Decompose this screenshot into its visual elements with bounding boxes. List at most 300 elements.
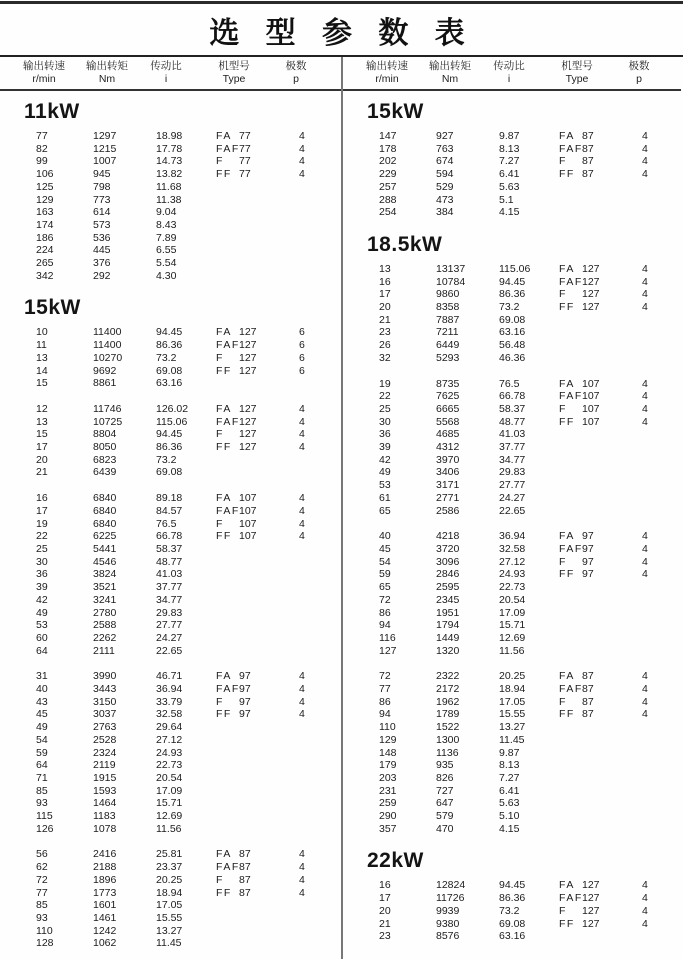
cell-type-prefix: [216, 785, 239, 798]
cell-type-prefix: F: [559, 695, 567, 708]
cell-type-prefix: [559, 747, 582, 760]
cell-speed: 42: [36, 593, 48, 606]
cell-type-size: [239, 581, 299, 594]
cell-torque: 3990: [93, 670, 117, 683]
cell-poles: [299, 257, 341, 270]
cell-ratio: 7.89: [156, 231, 177, 244]
header-type-unit: Type: [565, 73, 589, 85]
table-row: [0, 232, 341, 245]
cell-ratio: 11.45: [499, 733, 525, 746]
table-row: [343, 696, 681, 709]
cell-type-prefix: [216, 734, 239, 747]
cell-type-prefix: [559, 619, 582, 632]
table-row: [0, 454, 341, 467]
cell-type-prefix: [216, 747, 239, 760]
cell-torque: 1522: [436, 721, 460, 734]
cell-torque: 1464: [93, 797, 117, 810]
cell-type-size: 87: [582, 142, 594, 155]
cell-type-size: 87: [239, 861, 251, 874]
cell-type-prefix: [559, 454, 582, 467]
cell-torque: 7887: [436, 313, 460, 326]
cell-torque: 2111: [93, 644, 115, 657]
cell-type-size: [239, 721, 299, 734]
table-row: [0, 270, 341, 283]
cell-torque: 927: [436, 130, 454, 142]
cell-ratio: 73.2: [156, 453, 177, 466]
cell-speed: 13: [36, 351, 48, 364]
cell-torque: 2416: [93, 848, 117, 861]
cell-speed: 65: [379, 581, 391, 594]
cell-type-size: 107: [582, 415, 600, 428]
cell-speed: 93: [36, 797, 48, 810]
cell-poles: 4: [642, 892, 648, 905]
cell-torque: 2771: [436, 491, 460, 504]
header-ratio-name: 传动比: [150, 60, 182, 72]
cell-poles: [642, 492, 683, 505]
cell-type-size: 97: [239, 695, 251, 708]
cell-poles: 4: [642, 390, 648, 403]
section-heading-power: 22kW: [367, 849, 424, 873]
cell-speed: 174: [36, 218, 54, 231]
cell-type-prefix: [559, 466, 582, 479]
cell-poles: [642, 479, 683, 492]
table-row: [343, 645, 681, 658]
cell-type-size: 97: [582, 568, 594, 581]
cell-type-prefix: [216, 232, 239, 245]
cell-type-prefix: FA: [216, 492, 232, 505]
header-poles: [617, 60, 661, 86]
cell-type-size: [582, 632, 642, 645]
table-row: [0, 530, 341, 543]
cell-ratio: 17.78: [156, 142, 183, 155]
cell-torque: 1794: [436, 619, 460, 632]
table-row: [343, 581, 681, 594]
cell-speed: 17: [36, 441, 48, 454]
table-row: [0, 492, 341, 505]
cell-speed: 231: [379, 784, 397, 797]
cell-torque: 2172: [436, 683, 460, 696]
cell-poles: 4: [299, 530, 305, 543]
cell-poles: [299, 581, 341, 594]
cell-type-prefix: [559, 721, 582, 734]
cell-ratio: 25.81: [156, 848, 183, 861]
cell-poles: [642, 352, 683, 365]
cell-torque: 11400: [93, 339, 122, 352]
cell-ratio: 66.78: [156, 530, 183, 543]
cell-type-size: 107: [582, 402, 600, 415]
cell-ratio: 86.36: [499, 288, 526, 301]
cell-poles: [299, 772, 341, 785]
cell-poles: 4: [299, 415, 305, 428]
header-torque-unit: Nm: [441, 73, 459, 85]
table-row: [343, 918, 681, 931]
cell-type-size: [239, 270, 299, 283]
cell-type-size: [582, 454, 642, 467]
cell-poles: [642, 428, 683, 441]
table-row: [343, 930, 681, 943]
cell-type-prefix: [559, 206, 582, 219]
cell-poles: [299, 194, 341, 207]
cell-type-size: [239, 206, 299, 219]
header-torque-unit: Nm: [98, 73, 116, 85]
table-row: [0, 416, 341, 429]
data-block: [343, 130, 681, 219]
cell-type-size: [582, 810, 642, 823]
cell-ratio: 32.58: [156, 708, 183, 721]
cell-torque: 6840: [93, 517, 117, 530]
cell-type-prefix: FF: [559, 917, 575, 930]
cell-type-size: 97: [582, 530, 594, 543]
cell-type-size: 127: [582, 288, 600, 301]
cell-ratio: 6.55: [156, 244, 177, 257]
cell-poles: [642, 339, 683, 352]
cell-poles: [642, 823, 683, 836]
cell-type-size: 77: [239, 168, 251, 181]
cell-type-size: [239, 632, 299, 645]
cell-poles: [299, 594, 341, 607]
cell-torque: 2262: [93, 631, 117, 644]
cell-poles: 4: [299, 142, 305, 155]
header-speed-name: 输出转速: [23, 60, 65, 72]
table-row: [343, 670, 681, 683]
table-row: [343, 378, 681, 391]
cell-torque: 2528: [93, 733, 117, 746]
section-heading-power: 11kW: [24, 100, 80, 123]
cell-poles: 4: [642, 879, 648, 892]
cell-type-prefix: FAF: [216, 142, 240, 155]
cell-type-size: [582, 930, 642, 943]
cell-speed: 53: [379, 479, 391, 492]
cell-ratio: 115.06: [499, 262, 531, 275]
cell-speed: 290: [379, 810, 397, 823]
cell-poles: [642, 441, 683, 454]
table-row: [343, 772, 681, 785]
table-row: [0, 708, 341, 721]
cell-speed: 64: [36, 759, 48, 772]
cell-torque: 1078: [93, 822, 117, 835]
column-header-left: [0, 57, 341, 91]
cell-type-prefix: [559, 632, 582, 645]
cell-type-prefix: FAF: [559, 275, 583, 288]
header-type-unit: Type: [222, 73, 246, 85]
cell-type-size: [239, 797, 299, 810]
cell-type-prefix: FF: [559, 708, 575, 721]
cell-speed: 62: [36, 861, 48, 874]
cell-torque: 6840: [93, 504, 117, 517]
cell-type-size: [239, 556, 299, 569]
cell-speed: 128: [36, 937, 54, 950]
cell-type-prefix: [559, 823, 582, 836]
cell-poles: [299, 759, 341, 772]
cell-poles: 4: [299, 441, 305, 454]
cell-type-prefix: FAF: [216, 415, 240, 428]
cell-type-prefix: [216, 632, 239, 645]
cell-speed: 203: [379, 771, 397, 784]
cell-ratio: 17.09: [156, 784, 183, 797]
cell-type-prefix: [559, 339, 582, 352]
cell-ratio: 12.69: [499, 631, 526, 644]
cell-poles: 4: [299, 861, 305, 874]
data-block: [0, 848, 341, 950]
cell-torque: 763: [436, 142, 454, 155]
table-row: [343, 288, 681, 301]
cell-ratio: 4.15: [499, 822, 520, 835]
table-row: [343, 181, 681, 194]
cell-torque: 1593: [93, 784, 117, 797]
cell-type-size: [239, 619, 299, 632]
cell-torque: 826: [436, 771, 454, 784]
table-row: [0, 594, 341, 607]
cell-poles: [299, 466, 341, 479]
table-row: [0, 219, 341, 232]
table-row: [343, 390, 681, 403]
cell-poles: 4: [642, 708, 648, 721]
table-row: [0, 130, 341, 143]
cell-speed: 127: [379, 644, 397, 657]
cell-ratio: 36.94: [499, 530, 526, 543]
cell-ratio: 17.05: [499, 695, 526, 708]
cell-ratio: 86.36: [156, 441, 183, 454]
cell-torque: 7625: [436, 390, 460, 403]
cell-type-prefix: [559, 810, 582, 823]
cell-ratio: 6.41: [499, 168, 520, 181]
cell-speed: 77: [36, 130, 48, 142]
cell-poles: [299, 232, 341, 245]
table-row: [0, 441, 341, 454]
cell-type-size: 77: [239, 130, 251, 142]
cell-ratio: 66.78: [499, 390, 526, 403]
cell-ratio: 7.27: [499, 771, 520, 784]
cell-ratio: 14.73: [156, 155, 183, 168]
cell-ratio: 22.73: [499, 581, 526, 594]
cell-type-prefix: F: [559, 155, 567, 168]
cell-poles: [299, 810, 341, 823]
cell-type-size: [582, 772, 642, 785]
table-row: [0, 568, 341, 581]
cell-torque: 1449: [436, 631, 460, 644]
cell-poles: 4: [299, 130, 305, 142]
cell-torque: 3521: [93, 581, 117, 594]
table-row: [0, 937, 341, 950]
cell-type-prefix: [216, 244, 239, 257]
table-row: [0, 505, 341, 518]
cell-ratio: 11.45: [156, 937, 182, 950]
cell-type-size: 87: [582, 168, 594, 181]
cell-ratio: 69.08: [156, 364, 183, 377]
cell-type-prefix: FA: [216, 848, 232, 861]
cell-type-size: 127: [582, 275, 600, 288]
cell-type-size: 97: [239, 708, 251, 721]
cell-poles: [642, 326, 683, 339]
cell-type-prefix: FF: [559, 168, 575, 181]
cell-ratio: 37.77: [499, 441, 526, 454]
cell-type-size: 107: [239, 504, 257, 517]
cell-poles: 4: [642, 568, 648, 581]
cell-ratio: 6.41: [499, 784, 520, 797]
header-ratio-unit: i: [164, 73, 168, 85]
cell-ratio: 29.83: [156, 606, 183, 619]
cell-type-size: 87: [582, 695, 594, 708]
cell-type-size: [582, 619, 642, 632]
cell-torque: 10725: [93, 415, 123, 428]
cell-poles: [299, 912, 341, 925]
cell-torque: 9692: [93, 364, 117, 377]
cell-type-prefix: FF: [216, 364, 232, 377]
cell-type-size: [239, 785, 299, 798]
cell-type-size: [582, 181, 642, 194]
header-speed: [355, 60, 419, 86]
table-row: [343, 403, 681, 416]
cell-ratio: 76.5: [156, 517, 177, 530]
cell-ratio: 9.04: [156, 206, 177, 219]
cell-speed: 147: [379, 130, 397, 142]
cell-torque: 376: [93, 257, 111, 270]
table-row: [0, 543, 341, 556]
cell-type-size: 127: [239, 441, 257, 454]
cell-torque: 529: [436, 180, 454, 193]
cell-speed: 115: [36, 810, 53, 823]
cell-ratio: 12.69: [156, 810, 183, 823]
cell-type-size: 87: [239, 873, 251, 886]
cell-type-size: [239, 194, 299, 207]
cell-poles: 4: [299, 168, 305, 181]
cell-type-size: [239, 257, 299, 270]
header-type: [194, 60, 274, 86]
cell-poles: [642, 505, 683, 518]
table-row: [0, 377, 341, 390]
cell-poles: [642, 581, 683, 594]
cell-type-size: [239, 937, 299, 950]
cell-poles: [642, 759, 683, 772]
cell-ratio: 18.94: [156, 886, 183, 899]
cell-speed: 61: [379, 491, 391, 504]
table-row: [0, 874, 341, 887]
cell-type-prefix: F: [559, 402, 567, 415]
cell-poles: [642, 785, 683, 798]
cell-type-prefix: FF: [216, 886, 232, 899]
cell-torque: 1297: [93, 130, 117, 142]
cell-torque: 3970: [436, 453, 460, 466]
cell-torque: 1461: [93, 911, 117, 924]
cell-ratio: 37.77: [156, 581, 183, 594]
cell-poles: [642, 607, 683, 620]
header-poles: [274, 60, 318, 86]
cell-torque: 3171: [436, 479, 460, 492]
cell-speed: 72: [379, 593, 391, 606]
cell-type-prefix: FAF: [216, 339, 240, 352]
cell-type-prefix: FF: [216, 530, 232, 543]
cell-type-size: [582, 314, 642, 327]
cell-ratio: 32.58: [499, 542, 526, 555]
cell-torque: 3443: [93, 683, 117, 696]
data-block: [343, 670, 681, 835]
cell-type-size: 87: [582, 683, 594, 696]
cell-torque: 1601: [93, 899, 117, 912]
header-speed: [12, 60, 76, 86]
cell-torque: 674: [436, 155, 454, 168]
cell-speed: 40: [379, 530, 391, 543]
cell-poles: [642, 721, 683, 734]
table-row: [343, 454, 681, 467]
cell-torque: 9380: [436, 917, 460, 930]
cell-ratio: 27.77: [156, 619, 183, 632]
cell-type-prefix: [216, 797, 239, 810]
cell-type-prefix: [559, 181, 582, 194]
cell-type-size: [582, 326, 642, 339]
cell-type-size: 127: [239, 351, 257, 364]
cell-torque: 3824: [93, 568, 117, 581]
cell-type-size: [582, 581, 642, 594]
table-row: [343, 155, 681, 168]
cell-torque: 727: [436, 784, 454, 797]
cell-torque: 4685: [436, 428, 460, 441]
cell-type-size: 87: [239, 848, 251, 861]
cell-poles: 4: [642, 275, 648, 288]
cell-poles: [299, 925, 341, 938]
cell-speed: 13: [379, 262, 391, 275]
table-row: [343, 505, 681, 518]
header-torque-name: 输出转矩: [86, 60, 128, 72]
cell-speed: 53: [36, 619, 48, 632]
cell-ratio: 13.27: [156, 924, 183, 937]
table-row: [0, 581, 341, 594]
table-row: [0, 810, 341, 823]
table-row: [0, 403, 341, 416]
cell-ratio: 8.13: [499, 759, 520, 772]
table-row: [343, 556, 681, 569]
cell-type-prefix: F: [216, 517, 224, 530]
cell-speed: 86: [379, 695, 391, 708]
table-row: [343, 130, 681, 143]
cell-type-prefix: F: [216, 351, 224, 364]
cell-type-prefix: [216, 937, 239, 950]
cell-ratio: 17.09: [499, 606, 526, 619]
table-row: [343, 543, 681, 556]
cell-ratio: 11.38: [156, 193, 182, 206]
cell-speed: 49: [379, 466, 391, 479]
cell-ratio: 73.2: [499, 301, 520, 314]
cell-type-prefix: FAF: [559, 542, 583, 555]
cell-poles: [642, 632, 683, 645]
cell-type-prefix: [216, 645, 239, 658]
cell-type-size: [239, 568, 299, 581]
cell-ratio: 9.87: [499, 130, 520, 142]
cell-speed: 77: [36, 886, 48, 899]
cell-type-prefix: [216, 619, 239, 632]
cell-speed: 106: [36, 168, 54, 181]
cell-ratio: 29.64: [156, 721, 183, 734]
cell-type-prefix: [216, 594, 239, 607]
cell-ratio: 86.36: [156, 339, 183, 352]
cell-type-prefix: [559, 785, 582, 798]
cell-poles: 6: [299, 364, 305, 377]
table-row: [0, 683, 341, 696]
cell-speed: 16: [379, 879, 391, 892]
table-row: [0, 645, 341, 658]
cell-type-size: [239, 594, 299, 607]
table-row: [343, 466, 681, 479]
cell-ratio: 73.2: [499, 904, 520, 917]
cell-ratio: 27.12: [156, 733, 183, 746]
data-block: [343, 879, 681, 943]
table-row: [0, 352, 341, 365]
cell-poles: [642, 594, 683, 607]
cell-type-size: 107: [239, 517, 257, 530]
cell-speed: 99: [36, 155, 48, 168]
cell-ratio: 89.18: [156, 492, 183, 505]
section-heading-power: 15kW: [367, 100, 424, 123]
cell-torque: 2588: [93, 619, 117, 632]
